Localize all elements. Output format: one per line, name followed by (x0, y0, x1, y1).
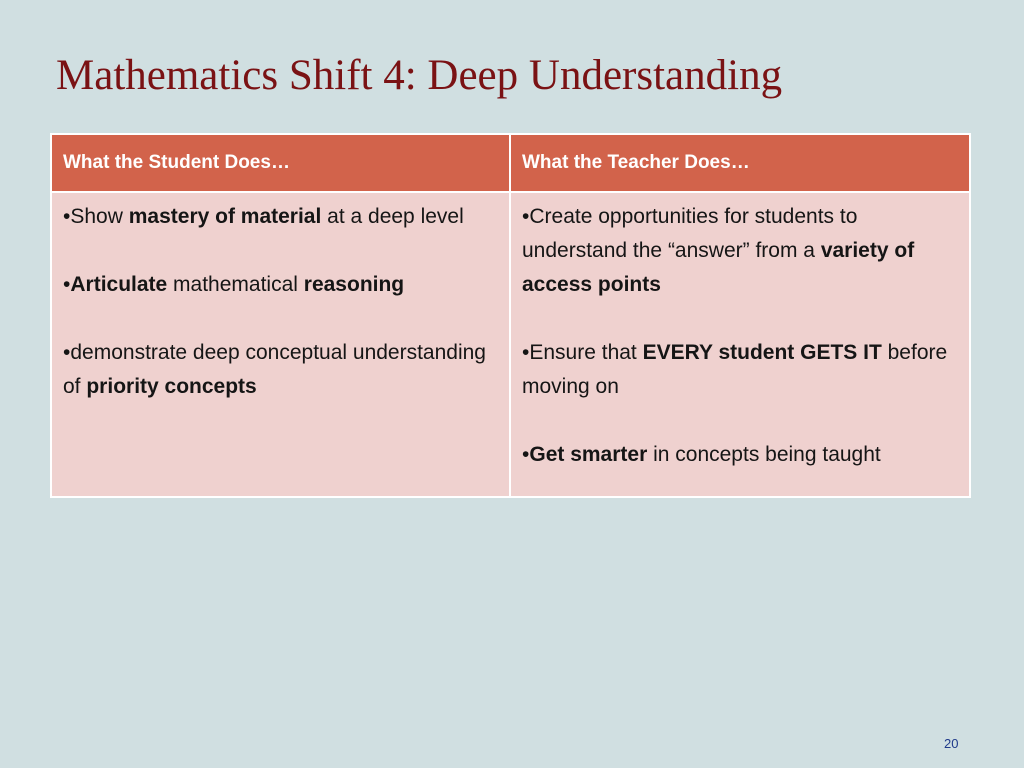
student-bullet-articulate: •Articulate mathematical reasoning (63, 273, 405, 296)
comparison-table (50, 133, 971, 498)
teacher-bullet-opportunities: •Create opportunities for students to understand the “answer” from a variety of access points (522, 205, 915, 296)
table-row (51, 192, 970, 497)
student-bullet-mastery: •Show mastery of material at a deep level (63, 205, 464, 228)
student-bullet-conceptual: •demonstrate deep conceptual understanding of priority concepts (63, 341, 486, 398)
student-cell (51, 192, 510, 497)
teacher-bullet-every-student: •Ensure that EVERY student GETS IT before moving on (522, 341, 948, 398)
slide-number: 20 (944, 736, 959, 751)
header-teacher-does: What the Teacher Does… (510, 134, 970, 192)
header-student-does: What the Student Does… (51, 134, 510, 192)
teacher-cell (510, 192, 970, 497)
slide-title: Mathematics Shift 4: Deep Understanding (56, 52, 783, 99)
teacher-bullet-get-smarter: •Get smarter in concepts being taught (522, 443, 881, 466)
table-header-row (51, 134, 970, 192)
